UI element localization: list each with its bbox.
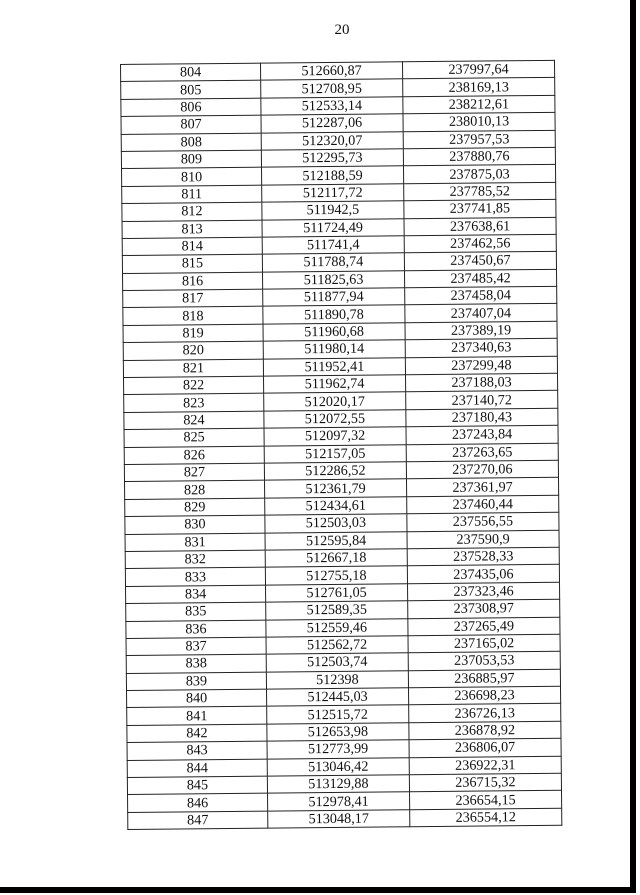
y-coordinate-cell: 236922,31: [409, 756, 561, 775]
x-coordinate-cell: 512755,18: [265, 566, 407, 585]
point-number-cell: 816: [123, 272, 263, 291]
point-number-cell: 836: [126, 620, 266, 639]
y-coordinate-cell: 237299,48: [405, 356, 557, 375]
y-coordinate-cell: 237263,65: [406, 443, 558, 462]
y-coordinate-cell: 237340,63: [405, 339, 557, 358]
y-coordinate-cell: 237180,43: [406, 408, 558, 427]
point-number-cell: 823: [124, 394, 264, 413]
y-coordinate-cell: 237140,72: [406, 391, 558, 410]
y-coordinate-cell: 237265,49: [408, 617, 560, 636]
point-number-cell: 842: [127, 724, 267, 743]
y-coordinate-cell: 237323,46: [407, 582, 559, 601]
y-coordinate-cell: 237880,76: [403, 147, 555, 166]
y-coordinate-cell: 237450,67: [404, 252, 556, 271]
x-coordinate-cell: 512595,84: [265, 531, 407, 550]
y-coordinate-cell: 238010,13: [403, 112, 555, 131]
y-coordinate-cell: 236806,07: [409, 739, 561, 758]
x-coordinate-cell: 511877,94: [263, 288, 405, 307]
x-coordinate-cell: 512117,72: [262, 184, 404, 203]
point-number-cell: 810: [122, 167, 262, 186]
x-coordinate-cell: 512533,14: [261, 97, 403, 116]
coordinates-table-body: [121, 60, 562, 829]
point-number-cell: 839: [126, 672, 266, 691]
y-coordinate-cell: 237556,55: [407, 512, 559, 531]
point-number-cell: 829: [125, 498, 265, 517]
point-number-cell: 826: [124, 446, 264, 465]
x-coordinate-cell: 512708,95: [261, 79, 403, 98]
point-number-cell: 830: [125, 515, 265, 534]
x-coordinate-cell: 512503,03: [265, 514, 407, 533]
point-number-cell: 805: [121, 81, 261, 100]
y-coordinate-cell: 237407,04: [405, 304, 557, 323]
y-coordinate-cell: 237361,97: [406, 478, 558, 497]
y-coordinate-cell: 236885,97: [408, 669, 560, 688]
x-coordinate-cell: 512361,79: [265, 479, 407, 498]
point-number-cell: 825: [124, 428, 264, 447]
point-number-cell: 806: [121, 98, 261, 117]
x-coordinate-cell: 512978,41: [268, 792, 410, 811]
y-coordinate-cell: 236698,23: [409, 686, 561, 705]
y-coordinate-cell: 237638,61: [404, 217, 556, 236]
y-coordinate-cell: 237243,84: [406, 426, 558, 445]
x-coordinate-cell: 512286,52: [264, 462, 406, 481]
point-number-cell: 813: [122, 220, 262, 239]
x-coordinate-cell: 511741,4: [262, 236, 404, 255]
point-number-cell: 840: [127, 689, 267, 708]
point-number-cell: 809: [121, 150, 261, 169]
x-coordinate-cell: 512157,05: [264, 444, 406, 463]
point-number-cell: 814: [122, 237, 262, 256]
x-coordinate-cell: 512773,99: [267, 740, 409, 759]
x-coordinate-cell: 512660,87: [260, 62, 402, 81]
x-coordinate-cell: 511788,74: [262, 253, 404, 272]
point-number-cell: 845: [127, 776, 267, 795]
y-coordinate-cell: 237270,06: [406, 460, 558, 479]
y-coordinate-cell: 237308,97: [408, 599, 560, 618]
point-number-cell: 831: [125, 533, 265, 552]
x-coordinate-cell: 512667,18: [265, 549, 407, 568]
x-coordinate-cell: 512398: [266, 670, 408, 689]
y-coordinate-cell: 237741,85: [404, 199, 556, 218]
x-coordinate-cell: 511724,49: [262, 218, 404, 237]
point-number-cell: 833: [125, 567, 265, 586]
x-coordinate-cell: 513046,42: [267, 757, 409, 776]
point-number-cell: 807: [121, 115, 261, 134]
x-coordinate-cell: 512562,72: [266, 636, 408, 655]
point-number-cell: 811: [122, 185, 262, 204]
y-coordinate-cell: 237528,33: [407, 547, 559, 566]
y-coordinate-cell: 236878,92: [409, 721, 561, 740]
x-coordinate-cell: 512515,72: [267, 705, 409, 724]
y-coordinate-cell: 237435,06: [407, 565, 559, 584]
page-number: 20: [334, 22, 350, 38]
x-coordinate-cell: 511890,78: [263, 305, 405, 324]
point-number-cell: 847: [128, 811, 268, 830]
y-coordinate-cell: 237485,42: [404, 269, 556, 288]
point-number-cell: 828: [125, 481, 265, 500]
point-number-cell: 819: [123, 324, 263, 343]
x-coordinate-cell: 512072,55: [264, 410, 406, 429]
y-coordinate-cell: 237590,9: [407, 530, 559, 549]
x-coordinate-cell: 511825,63: [263, 270, 405, 289]
y-coordinate-cell: 237188,03: [405, 373, 557, 392]
x-coordinate-cell: 512020,17: [264, 392, 406, 411]
x-coordinate-cell: 512761,05: [266, 583, 408, 602]
y-coordinate-cell: 237957,53: [403, 130, 555, 149]
y-coordinate-cell: 237997,64: [402, 60, 554, 79]
x-coordinate-cell: 512503,74: [266, 653, 408, 672]
y-coordinate-cell: 236654,15: [410, 791, 562, 810]
point-number-cell: 815: [122, 254, 262, 273]
y-coordinate-cell: 237389,19: [405, 321, 557, 340]
y-coordinate-cell: 236554,12: [410, 808, 562, 827]
x-coordinate-cell: 511960,68: [263, 323, 405, 342]
x-coordinate-cell: 512445,03: [267, 688, 409, 707]
point-number-cell: 824: [124, 411, 264, 430]
x-coordinate-cell: 512589,35: [266, 601, 408, 620]
y-coordinate-cell: 237875,03: [403, 165, 555, 184]
x-coordinate-cell: 511962,74: [264, 375, 406, 394]
point-number-cell: 844: [127, 759, 267, 778]
point-number-cell: 834: [126, 585, 266, 604]
table-row: [128, 808, 562, 830]
point-number-cell: 838: [126, 654, 266, 673]
point-number-cell: 808: [121, 133, 261, 152]
x-coordinate-cell: 512434,61: [265, 497, 407, 516]
point-number-cell: 818: [123, 307, 263, 326]
point-number-cell: 822: [124, 376, 264, 395]
point-number-cell: 821: [123, 359, 263, 378]
x-coordinate-cell: 512559,46: [266, 618, 408, 637]
y-coordinate-cell: 237053,53: [408, 652, 560, 671]
point-number-cell: 812: [122, 202, 262, 221]
y-coordinate-cell: 236715,32: [409, 773, 561, 792]
point-number-cell: 835: [126, 602, 266, 621]
point-number-cell: 832: [125, 550, 265, 569]
point-number-cell: 827: [124, 463, 264, 482]
y-coordinate-cell: 237460,44: [407, 495, 559, 514]
point-number-cell: 820: [123, 341, 263, 360]
y-coordinate-cell: 236726,13: [409, 704, 561, 723]
x-coordinate-cell: 512097,32: [264, 427, 406, 446]
y-coordinate-cell: 238212,61: [403, 95, 555, 114]
x-coordinate-cell: 513129,88: [267, 775, 409, 794]
x-coordinate-cell: 512287,06: [261, 114, 403, 133]
point-number-cell: 837: [126, 637, 266, 656]
y-coordinate-cell: 237462,56: [404, 234, 556, 253]
x-coordinate-cell: 512320,07: [261, 131, 403, 150]
x-coordinate-cell: 511952,41: [263, 357, 405, 376]
point-number-cell: 817: [123, 289, 263, 308]
x-coordinate-cell: 511942,5: [262, 201, 404, 220]
x-coordinate-cell: 512653,98: [267, 723, 409, 742]
point-number-cell: 804: [121, 63, 261, 82]
y-coordinate-cell: 237785,52: [404, 182, 556, 201]
x-coordinate-cell: 512295,73: [261, 149, 403, 168]
coordinates-table: [120, 60, 562, 830]
y-coordinate-cell: 237458,04: [405, 286, 557, 305]
x-coordinate-cell: 512188,59: [261, 166, 403, 185]
x-coordinate-cell: 513048,17: [268, 810, 410, 829]
x-coordinate-cell: 511980,14: [263, 340, 405, 359]
point-number-cell: 841: [127, 707, 267, 726]
point-number-cell: 846: [128, 794, 268, 813]
point-number-cell: 843: [127, 741, 267, 760]
y-coordinate-cell: 237165,02: [408, 634, 560, 653]
y-coordinate-cell: 238169,13: [403, 78, 555, 97]
